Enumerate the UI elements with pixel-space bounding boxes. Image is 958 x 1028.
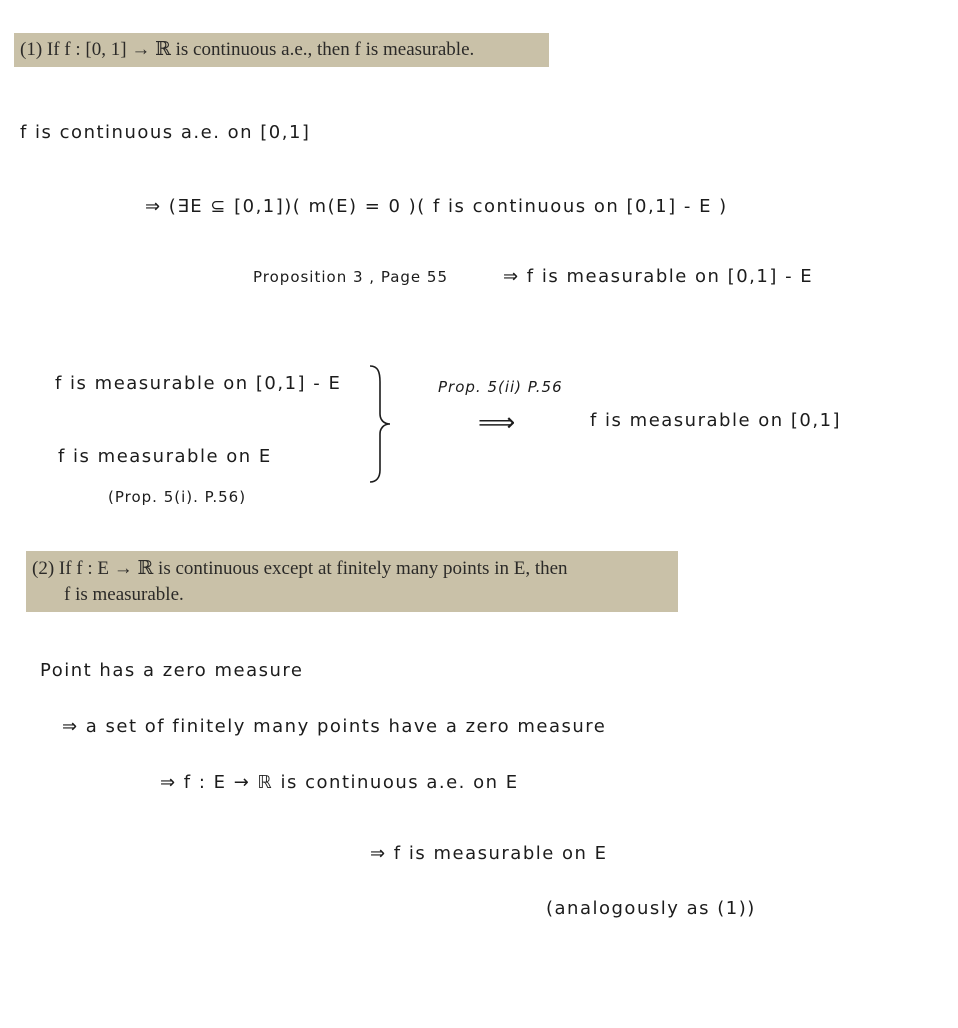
implies-arrow-icon: ⟹ (478, 408, 517, 438)
proof-1-conclusion: f is measurable on [0,1] (590, 410, 842, 431)
proof-2-line-3: ⇒ f : E → ℝ is continuous a.e. on E (160, 772, 519, 793)
problem-2-text-line-1: (2) If f : E → ℝ is continuous except at finitely many points in E, then (32, 558, 568, 579)
proof-2-line-4: ⇒ f is measurable on E (370, 843, 608, 864)
proof-1-line-2: ⇒ (∃E ⊆ [0,1])( m(E) = 0 )( f is continuous on [0,1] - E ) (145, 196, 728, 217)
problem-1-statement (14, 33, 549, 67)
problem-2-statement (26, 551, 678, 612)
proof-2-line-5: (analogously as (1)) (546, 898, 756, 919)
proof-2-line-1: Point has a zero measure (40, 660, 304, 681)
proof-1-conclusion-reference: Prop. 5(ii) P.56 (438, 378, 563, 396)
proof-1-case-a: f is measurable on [0,1] - E (55, 373, 342, 394)
problem-1-text: (1) If f : [0, 1] → ℝ is continuous a.e., then f is measurable. (20, 39, 475, 60)
proof-1-case-b: f is measurable on E (58, 446, 272, 467)
problem-2-text-line-2: f is measurable. (64, 584, 184, 605)
proof-1-line-3-result: ⇒ f is measurable on [0,1] - E (503, 266, 814, 287)
right-brace-icon (366, 362, 396, 487)
proof-2-line-2: ⇒ a set of finitely many points have a zero measure (62, 716, 607, 737)
proof-1-reference-prop3: Proposition 3 , Page 55 (253, 268, 448, 286)
proof-1-line-1: f is continuous a.e. on [0,1] (20, 122, 311, 143)
proof-1-case-b-reference: (Prop. 5(i). P.56) (108, 488, 247, 506)
